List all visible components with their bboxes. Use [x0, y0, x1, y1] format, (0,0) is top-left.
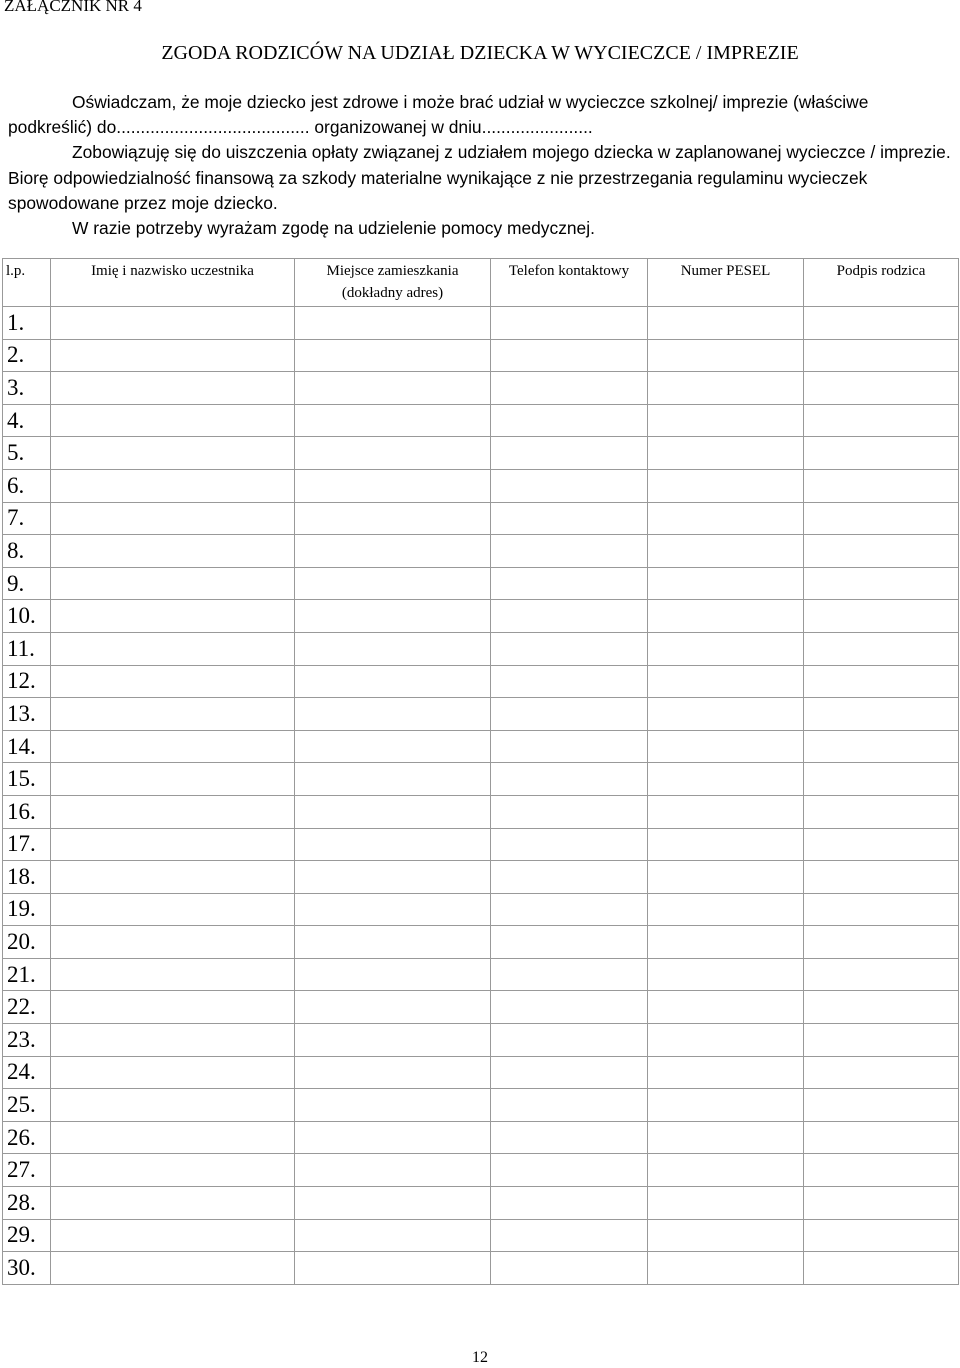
cell-signature[interactable] — [804, 665, 959, 698]
cell-name[interactable] — [51, 469, 295, 502]
cell-signature[interactable] — [804, 372, 959, 405]
table-row — [3, 1187, 959, 1220]
cell-address[interactable] — [295, 600, 491, 633]
cell-address[interactable] — [295, 958, 491, 991]
row-number: 1. — [3, 307, 51, 340]
table-row — [3, 730, 959, 763]
cell-name[interactable] — [51, 307, 295, 340]
paragraph-3: W razie potrzeby wyrażam zgodę na udzielenie pomocy medycznej. — [72, 218, 595, 239]
cell-name[interactable] — [51, 502, 295, 535]
cell-phone[interactable] — [491, 861, 648, 894]
cell-address[interactable] — [295, 893, 491, 926]
row-number: 20. — [3, 926, 51, 959]
cell-name[interactable] — [51, 1024, 295, 1057]
cell-name[interactable] — [51, 535, 295, 568]
table-row — [3, 1219, 959, 1252]
row-number: 3. — [3, 372, 51, 405]
annex-label: ZAŁĄCZNIK NR 4 — [4, 0, 142, 15]
table-row — [3, 502, 959, 535]
cell-phone[interactable] — [491, 763, 648, 796]
cell-signature[interactable] — [804, 1121, 959, 1154]
cell-name[interactable] — [51, 632, 295, 665]
cell-phone[interactable] — [491, 1252, 648, 1285]
cell-signature[interactable] — [804, 861, 959, 894]
cell-address[interactable] — [295, 469, 491, 502]
row-number: 21. — [3, 958, 51, 991]
cell-signature[interactable] — [804, 1089, 959, 1122]
row-number: 10. — [3, 600, 51, 633]
cell-name[interactable] — [51, 404, 295, 437]
cell-pesel[interactable] — [648, 502, 804, 535]
cell-address[interactable] — [295, 861, 491, 894]
header-name: Imię i nazwisko uczestnika — [51, 259, 295, 307]
cell-signature[interactable] — [804, 469, 959, 502]
cell-address[interactable] — [295, 730, 491, 763]
cell-name[interactable] — [51, 991, 295, 1024]
cell-signature[interactable] — [804, 307, 959, 340]
cell-pesel[interactable] — [648, 404, 804, 437]
cell-pesel[interactable] — [648, 1121, 804, 1154]
cell-pesel[interactable] — [648, 339, 804, 372]
table-row — [3, 926, 959, 959]
row-number: 25. — [3, 1089, 51, 1122]
cell-address[interactable] — [295, 502, 491, 535]
row-number: 23. — [3, 1024, 51, 1057]
paragraph-2: Zobowiązuję się do uiszczenia opłaty związanej z udziałem mojego dziecka w zaplanowanej wycieczce / imprezie. Biorę odpowiedzialność finansową za szkody materialne wynikające z nie przestrzegania regulaminu wycieczek spowodowane przez moje dziecko. — [8, 142, 951, 213]
cell-name[interactable] — [51, 1219, 295, 1252]
cell-phone[interactable] — [491, 893, 648, 926]
cell-pesel[interactable] — [648, 828, 804, 861]
table-row — [3, 991, 959, 1024]
cell-signature[interactable] — [804, 1219, 959, 1252]
cell-pesel[interactable] — [648, 730, 804, 763]
cell-pesel[interactable] — [648, 632, 804, 665]
cell-address[interactable] — [295, 307, 491, 340]
cell-phone[interactable] — [491, 1121, 648, 1154]
row-number: 29. — [3, 1219, 51, 1252]
cell-pesel[interactable] — [648, 1024, 804, 1057]
header-phone: Telefon kontaktowy — [491, 259, 648, 307]
table-row — [3, 763, 959, 796]
cell-pesel[interactable] — [648, 372, 804, 405]
table-row — [3, 372, 959, 405]
cell-signature[interactable] — [804, 1252, 959, 1285]
cell-name[interactable] — [51, 665, 295, 698]
cell-name[interactable] — [51, 958, 295, 991]
cell-phone[interactable] — [491, 502, 648, 535]
cell-address[interactable] — [295, 372, 491, 405]
table-row — [3, 893, 959, 926]
table-row — [3, 1252, 959, 1285]
consent-text — [8, 90, 956, 241]
cell-signature[interactable] — [804, 535, 959, 568]
cell-name[interactable] — [51, 1121, 295, 1154]
cell-pesel[interactable] — [648, 698, 804, 731]
table-row — [3, 469, 959, 502]
cell-pesel[interactable] — [648, 469, 804, 502]
cell-phone[interactable] — [491, 469, 648, 502]
cell-signature[interactable] — [804, 339, 959, 372]
table-header-row — [3, 259, 959, 307]
table-row — [3, 665, 959, 698]
cell-address[interactable] — [295, 763, 491, 796]
cell-phone[interactable] — [491, 567, 648, 600]
cell-signature[interactable] — [804, 893, 959, 926]
cell-pesel[interactable] — [648, 1089, 804, 1122]
cell-phone[interactable] — [491, 307, 648, 340]
cell-pesel[interactable] — [648, 1252, 804, 1285]
cell-pesel[interactable] — [648, 665, 804, 698]
cell-name[interactable] — [51, 730, 295, 763]
row-number: 19. — [3, 893, 51, 926]
cell-address[interactable] — [295, 1121, 491, 1154]
row-number: 8. — [3, 535, 51, 568]
row-number: 11. — [3, 632, 51, 665]
table-row — [3, 339, 959, 372]
row-number: 2. — [3, 339, 51, 372]
table-row — [3, 535, 959, 568]
cell-pesel[interactable] — [648, 307, 804, 340]
row-number: 14. — [3, 730, 51, 763]
cell-name[interactable] — [51, 372, 295, 405]
row-number: 4. — [3, 404, 51, 437]
row-number: 26. — [3, 1121, 51, 1154]
cell-phone[interactable] — [491, 795, 648, 828]
cell-signature[interactable] — [804, 828, 959, 861]
header-pesel: Numer PESEL — [648, 259, 804, 307]
cell-address[interactable] — [295, 698, 491, 731]
table-row — [3, 1056, 959, 1089]
row-number: 9. — [3, 567, 51, 600]
cell-name[interactable] — [51, 1154, 295, 1187]
cell-phone[interactable] — [491, 926, 648, 959]
cell-phone[interactable] — [491, 828, 648, 861]
cell-signature[interactable] — [804, 926, 959, 959]
cell-name[interactable] — [51, 1252, 295, 1285]
table-row — [3, 437, 959, 470]
table-row — [3, 404, 959, 437]
cell-signature[interactable] — [804, 600, 959, 633]
cell-signature[interactable] — [804, 763, 959, 796]
cell-phone[interactable] — [491, 535, 648, 568]
cell-address[interactable] — [295, 567, 491, 600]
cell-signature[interactable] — [804, 502, 959, 535]
cell-pesel[interactable] — [648, 991, 804, 1024]
cell-signature[interactable] — [804, 1024, 959, 1057]
row-number: 16. — [3, 795, 51, 828]
cell-phone[interactable] — [491, 600, 648, 633]
table-row — [3, 1154, 959, 1187]
cell-phone[interactable] — [491, 632, 648, 665]
cell-phone[interactable] — [491, 1187, 648, 1220]
cell-pesel[interactable] — [648, 861, 804, 894]
cell-signature[interactable] — [804, 437, 959, 470]
cell-pesel[interactable] — [648, 1056, 804, 1089]
cell-name[interactable] — [51, 600, 295, 633]
cell-signature[interactable] — [804, 1187, 959, 1220]
cell-address[interactable] — [295, 665, 491, 698]
cell-address[interactable] — [295, 404, 491, 437]
cell-address[interactable] — [295, 1056, 491, 1089]
table-row — [3, 958, 959, 991]
cell-name[interactable] — [51, 1056, 295, 1089]
cell-phone[interactable] — [491, 698, 648, 731]
cell-name[interactable] — [51, 893, 295, 926]
cell-phone[interactable] — [491, 991, 648, 1024]
header-signature: Podpis rodzica — [804, 259, 959, 307]
cell-signature[interactable] — [804, 1056, 959, 1089]
cell-name[interactable] — [51, 437, 295, 470]
row-number: 12. — [3, 665, 51, 698]
cell-signature[interactable] — [804, 730, 959, 763]
cell-phone[interactable] — [491, 372, 648, 405]
cell-signature[interactable] — [804, 698, 959, 731]
document-title: ZGODA RODZICÓW NA UDZIAŁ DZIECKA W WYCIECZCE / IMPREZIE — [161, 42, 799, 64]
table-row — [3, 600, 959, 633]
cell-phone[interactable] — [491, 437, 648, 470]
cell-phone[interactable] — [491, 1154, 648, 1187]
cell-pesel[interactable] — [648, 1154, 804, 1187]
cell-name[interactable] — [51, 763, 295, 796]
table-row — [3, 1024, 959, 1057]
row-number: 22. — [3, 991, 51, 1024]
cell-pesel[interactable] — [648, 926, 804, 959]
cell-pesel[interactable] — [648, 567, 804, 600]
table-row — [3, 307, 959, 340]
cell-address[interactable] — [295, 1154, 491, 1187]
cell-phone[interactable] — [491, 1024, 648, 1057]
table-row — [3, 698, 959, 731]
cell-address[interactable] — [295, 437, 491, 470]
header-lp: l.p. — [3, 259, 51, 307]
cell-address[interactable] — [295, 1024, 491, 1057]
cell-address[interactable] — [295, 1252, 491, 1285]
cell-phone[interactable] — [491, 1089, 648, 1122]
cell-address[interactable] — [295, 1187, 491, 1220]
cell-phone[interactable] — [491, 339, 648, 372]
cell-signature[interactable] — [804, 1154, 959, 1187]
row-number: 24. — [3, 1056, 51, 1089]
cell-signature[interactable] — [804, 958, 959, 991]
cell-pesel[interactable] — [648, 1219, 804, 1252]
table-row — [3, 1089, 959, 1122]
cell-address[interactable] — [295, 339, 491, 372]
cell-pesel[interactable] — [648, 600, 804, 633]
cell-signature[interactable] — [804, 991, 959, 1024]
cell-phone[interactable] — [491, 665, 648, 698]
cell-name[interactable] — [51, 1187, 295, 1220]
row-number: 17. — [3, 828, 51, 861]
cell-pesel[interactable] — [648, 437, 804, 470]
table-row — [3, 567, 959, 600]
row-number: 13. — [3, 698, 51, 731]
cell-signature[interactable] — [804, 632, 959, 665]
cell-signature[interactable] — [804, 567, 959, 600]
cell-pesel[interactable] — [648, 958, 804, 991]
row-number: 30. — [3, 1252, 51, 1285]
row-number: 28. — [3, 1187, 51, 1220]
cell-address[interactable] — [295, 991, 491, 1024]
cell-address[interactable] — [295, 926, 491, 959]
row-number: 7. — [3, 502, 51, 535]
cell-pesel[interactable] — [648, 535, 804, 568]
table-row — [3, 632, 959, 665]
cell-pesel[interactable] — [648, 893, 804, 926]
cell-name[interactable] — [51, 1089, 295, 1122]
cell-name[interactable] — [51, 339, 295, 372]
cell-phone[interactable] — [491, 730, 648, 763]
cell-address[interactable] — [295, 828, 491, 861]
header-address: Miejsce zamieszkania (dokładny adres) — [295, 259, 491, 307]
cell-address[interactable] — [295, 535, 491, 568]
cell-address[interactable] — [295, 1219, 491, 1252]
cell-signature[interactable] — [804, 795, 959, 828]
table-row — [3, 861, 959, 894]
row-number: 5. — [3, 437, 51, 470]
cell-pesel[interactable] — [648, 795, 804, 828]
table-row — [3, 795, 959, 828]
page-number: 12 — [472, 1349, 488, 1366]
cell-name[interactable] — [51, 567, 295, 600]
cell-signature[interactable] — [804, 404, 959, 437]
row-number: 6. — [3, 469, 51, 502]
row-number: 18. — [3, 861, 51, 894]
table-row — [3, 828, 959, 861]
paragraph-1: Oświadczam, że moje dziecko jest zdrowe i może brać udział w wycieczce szkolnej/ imprezie (właściwe podkreślić) do........................................ organizowanej w dniu....................... — [8, 92, 869, 138]
cell-address[interactable] — [295, 1089, 491, 1122]
cell-name[interactable] — [51, 795, 295, 828]
table-row — [3, 1121, 959, 1154]
cell-address[interactable] — [295, 795, 491, 828]
cell-pesel[interactable] — [648, 1187, 804, 1220]
cell-name[interactable] — [51, 828, 295, 861]
cell-phone[interactable] — [491, 958, 648, 991]
cell-phone[interactable] — [491, 404, 648, 437]
cell-name[interactable] — [51, 926, 295, 959]
row-number: 27. — [3, 1154, 51, 1187]
participants-table — [2, 258, 959, 1285]
cell-address[interactable] — [295, 632, 491, 665]
cell-phone[interactable] — [491, 1056, 648, 1089]
cell-name[interactable] — [51, 861, 295, 894]
cell-pesel[interactable] — [648, 763, 804, 796]
cell-name[interactable] — [51, 698, 295, 731]
cell-phone[interactable] — [491, 1219, 648, 1252]
row-number: 15. — [3, 763, 51, 796]
